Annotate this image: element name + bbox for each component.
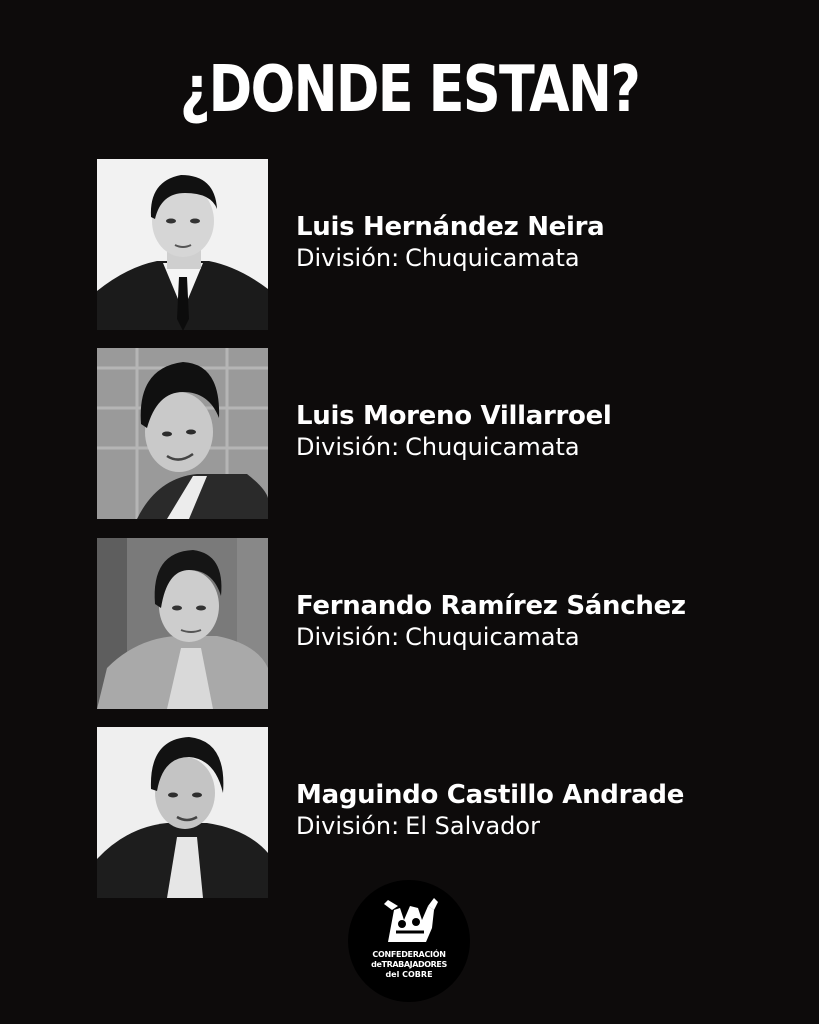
person-card [97,727,777,898]
logo-line-3: del COBRE [385,970,433,979]
division-value: Chuquicamata [405,623,580,651]
logo-line-2: deTRABAJADORES [371,960,447,969]
logo-line-1: CONFEDERACIÓN [372,950,446,959]
union-logo [348,880,470,1002]
portrait-photo [97,727,268,898]
division-value: Chuquicamata [405,433,580,461]
person-division [296,622,776,652]
logo-wordmark [348,950,470,980]
division-label: División: [296,623,400,651]
headline: ¿DONDE ESTAN? [179,53,640,127]
division-value: El Salvador [405,812,540,840]
person-name: Fernando Ramírez Sánchez [296,591,686,621]
portrait-photo [97,159,268,330]
person-division [296,811,776,841]
person-name: Luis Moreno Villarroel [296,401,612,431]
division-label: División: [296,244,400,272]
portrait-photo [97,538,268,709]
division-value: Chuquicamata [405,244,580,272]
person-card [97,348,777,519]
person-card [97,159,777,330]
person-name: Luis Hernández Neira [296,212,605,242]
person-division [296,243,776,273]
person-division [296,432,776,462]
workers-emblem-icon [348,880,470,1002]
person-name: Maguindo Castillo Andrade [296,780,685,810]
person-card [97,538,777,709]
portrait-photo [97,348,268,519]
division-label: División: [296,812,400,840]
division-label: División: [296,433,400,461]
